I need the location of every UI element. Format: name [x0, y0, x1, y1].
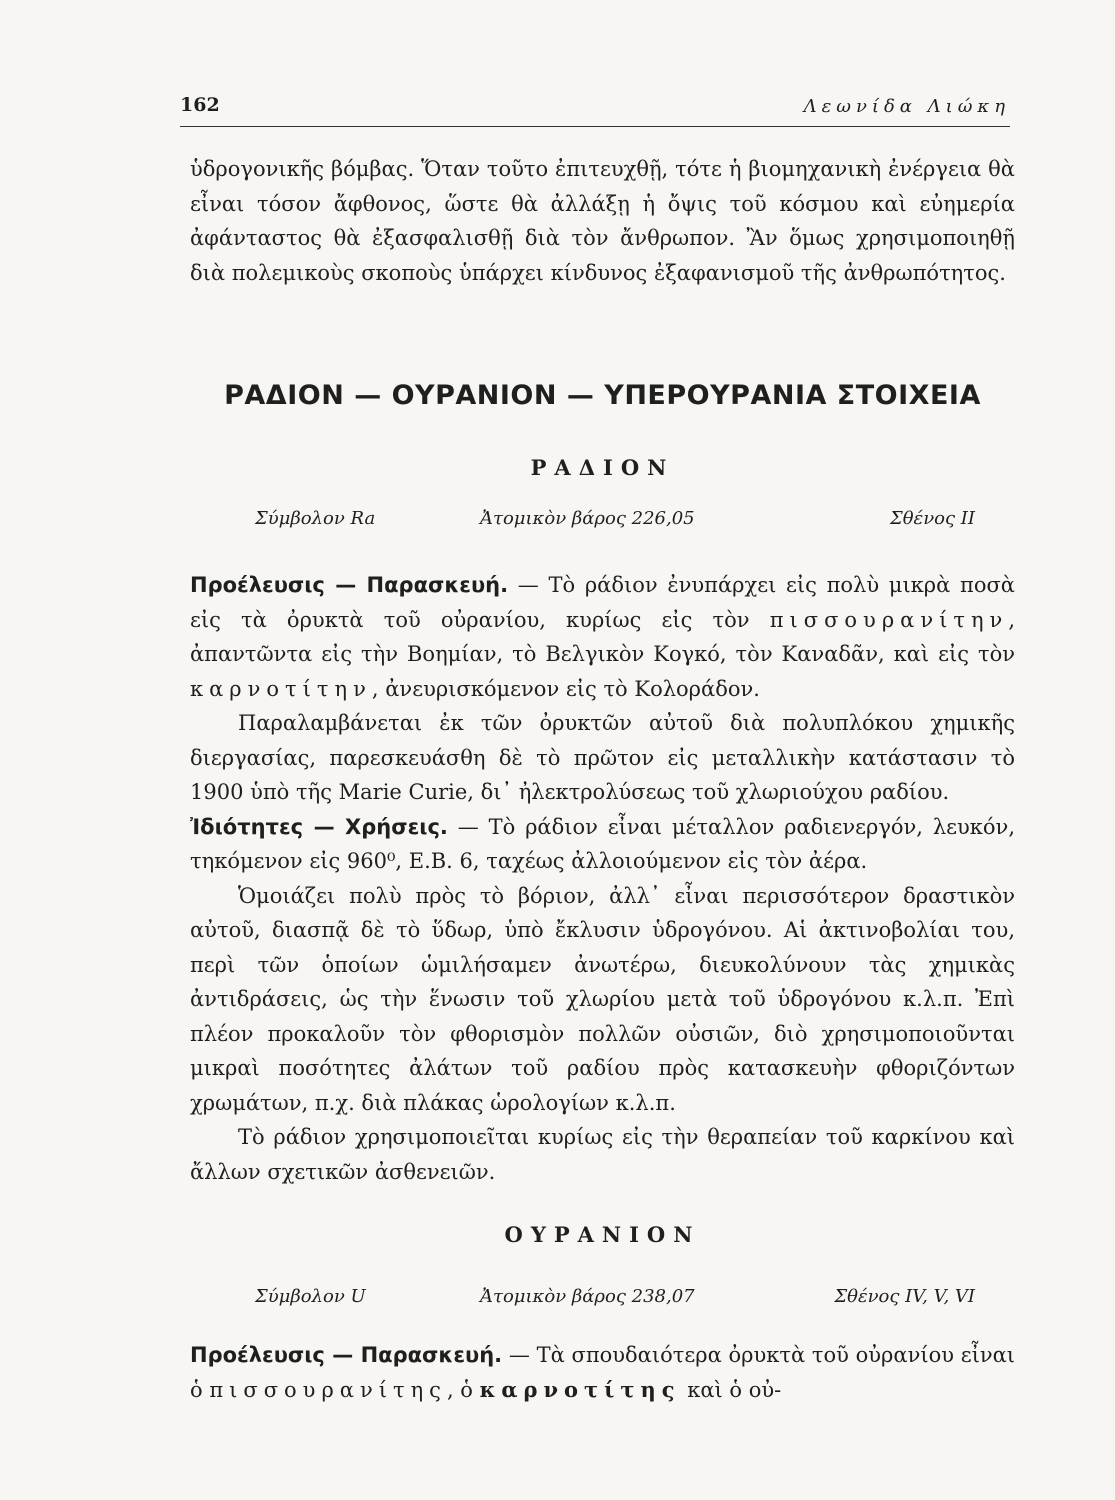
uranium-origin-paragraph	[190, 1338, 1015, 1407]
radium-properties-label: Ἰδιότητες — Χρήσεις.	[190, 814, 448, 839]
radium-mineral-2: καρνοτίτην	[190, 676, 372, 701]
uranium-symbol: Σύμβολον U	[255, 1286, 366, 1307]
radium-uses-paragraph: Τὸ ράδιον χρησιμοποιεῖται κυρίως εἰς τὴν θεραπείαν τοῦ καρκίνου καὶ ἄλλων σχετικῶν ἀσθενειῶν.	[190, 1125, 1015, 1184]
intro-block	[190, 152, 1015, 290]
radium-preparation-paragraph: Παραλαμβάνεται ἐκ τῶν ὀρυκτῶν αὐτοῦ διὰ πολυπλόκου χημικῆς διεργασίας, παρεσκευάσθη δὲ τὸ πρῶτον εἰς μεταλλικὴν κατάστασιν τὸ 1900 ὑπὸ τῆς Marie Curie, δι᾽ ἠλεκτρολύσεως τοῦ χλωριούχου ραδίου.	[190, 711, 1015, 804]
page-number: 162	[180, 94, 220, 116]
radium-properties-paragraph	[190, 810, 1015, 879]
uranium-origin-text-1: — Τὰ σπουδαιότερα ὀρυκτὰ τοῦ οὐρανίου εἶναι ὁ	[190, 1343, 1015, 1402]
radium-atomic-mass: Ἀτομικὸν βάρος 226,05	[480, 508, 695, 529]
intro-paragraph: ὑδρογονικῆς βόμβας. Ὅταν τοῦτο ἐπιτευχθῇ, τότε ἡ βιομηχανικὴ ἐνέργεια θὰ εἶναι τόσον ἄφθονος, ὥστε θὰ ἀλλάξῃ ἡ ὄψις τοῦ κόσμου καὶ εὐημερία ἀφάνταστος θὰ ἐξασφαλισθῇ διὰ τὸν ἄνθρωπον. Ἂν ὅμως χρησιμοποιηθῇ διὰ πολεμικοὺς σκοποὺς ὑπάρχει κίνδυνος ἐξαφανισμοῦ τῆς ἀνθρωπότητος.	[190, 157, 1015, 285]
radium-properties-line	[255, 508, 975, 532]
radium-origin-text-1: — Τὸ ράδιον ἐνυπάρχει εἰς πολὺ μικρὰ ποσὰ εἰς τὰ ὀρυκτὰ τοῦ οὐρανίου, κυρίως εἰς τὸν	[190, 573, 1015, 632]
section-title: ΡΑΔΙΟΝ — ΟΥΡΑΝΙΟΝ — ΥΠΕΡΟΥΡΑΝΙΑ ΣΤΟΙΧΕΙΑ	[224, 380, 981, 411]
radium-origin-text-2: , ἀπαντῶντα εἰς τὴν Βοημίαν, τὸ Βελγικὸν Κογκό, τὸν Καναδᾶν, καὶ εἰς τὸν	[190, 607, 1015, 666]
uranium-origin-text-3: καὶ ὁ οὐ-	[680, 1377, 782, 1402]
uranium-valence: Σθένος IV, V, VI	[834, 1286, 975, 1307]
running-head: Λεωνίδα Λιώκη	[803, 96, 1010, 117]
uranium-mineral-1: πισσουρανίτης	[209, 1377, 447, 1402]
page-header	[180, 92, 1010, 127]
uranium-atomic-mass: Ἀτομικὸν βάρος 238,07	[480, 1286, 695, 1307]
radium-text-block	[190, 568, 1015, 1189]
radium-mineral-1: πισσουρανίτην	[769, 607, 1009, 632]
uranium-mineral-2: καρνοτίτης	[479, 1376, 681, 1402]
uranium-origin-label: Προέλευσις — Παρασκευή.	[190, 1343, 503, 1367]
radium-valence: Σθένος II	[889, 508, 975, 529]
radium-reactivity-paragraph: Ὁμοιάζει πολὺ πρὸς τὸ βόριον, ἀλλ᾽ εἶναι περισσότερον δραστικὸν αὐτοῦ, διασπᾷ δὲ τὸ ὕδωρ, ὑπὸ ἔκλυσιν ὑδρογόνου. Αἱ ἀκτινοβολίαι του, περὶ τῶν ὁποίων ὡμιλήσαμεν ἀνωτέρω, διευκολύνουν τὰς χημικὰς ἀντιδράσεις, ὡς τὴν ἕνωσιν τοῦ χλωρίου μετὰ τοῦ ὑδρογόνου κ.λ.π. Ἐπὶ πλέον προκαλοῦν τὸν φθορισμὸν πολλῶν οὐσιῶν, διὸ χρησιμοποιοῦνται μικραὶ ποσότητες ἀλάτων τοῦ ραδίου πρὸς κατασκευὴν φθοριζόντων χρωμάτων, π.χ. διὰ πλάκας ὡρολογίων κ.λ.π.	[190, 883, 1015, 1115]
radium-heading: ΡΑΔΙΟΝ	[530, 455, 675, 480]
radium-symbol: Σύμβολον Ra	[255, 508, 376, 529]
uranium-text-block	[190, 1338, 1015, 1407]
radium-properties-text: — Τὸ ράδιον εἶναι μέταλλον ραδιενεργόν, λευκόν, τηκόμενον εἰς 960⁰, Ε.Β. 6, ταχέως ἀλλοιούμενον εἰς τὸν ἀέρα.	[190, 814, 1015, 873]
radium-origin-label: Προέλευσις — Παρασκευή.	[190, 573, 509, 597]
radium-origin-text-3: , ἀνευρισκόμενον εἰς τὸ Κολοράδον.	[371, 676, 760, 701]
uranium-properties-line	[255, 1286, 975, 1310]
uranium-heading: ΟΥΡΑΝΙΟΝ	[504, 1222, 701, 1247]
uranium-origin-text-2: , ὁ	[446, 1377, 480, 1402]
radium-origin-paragraph	[190, 568, 1015, 706]
